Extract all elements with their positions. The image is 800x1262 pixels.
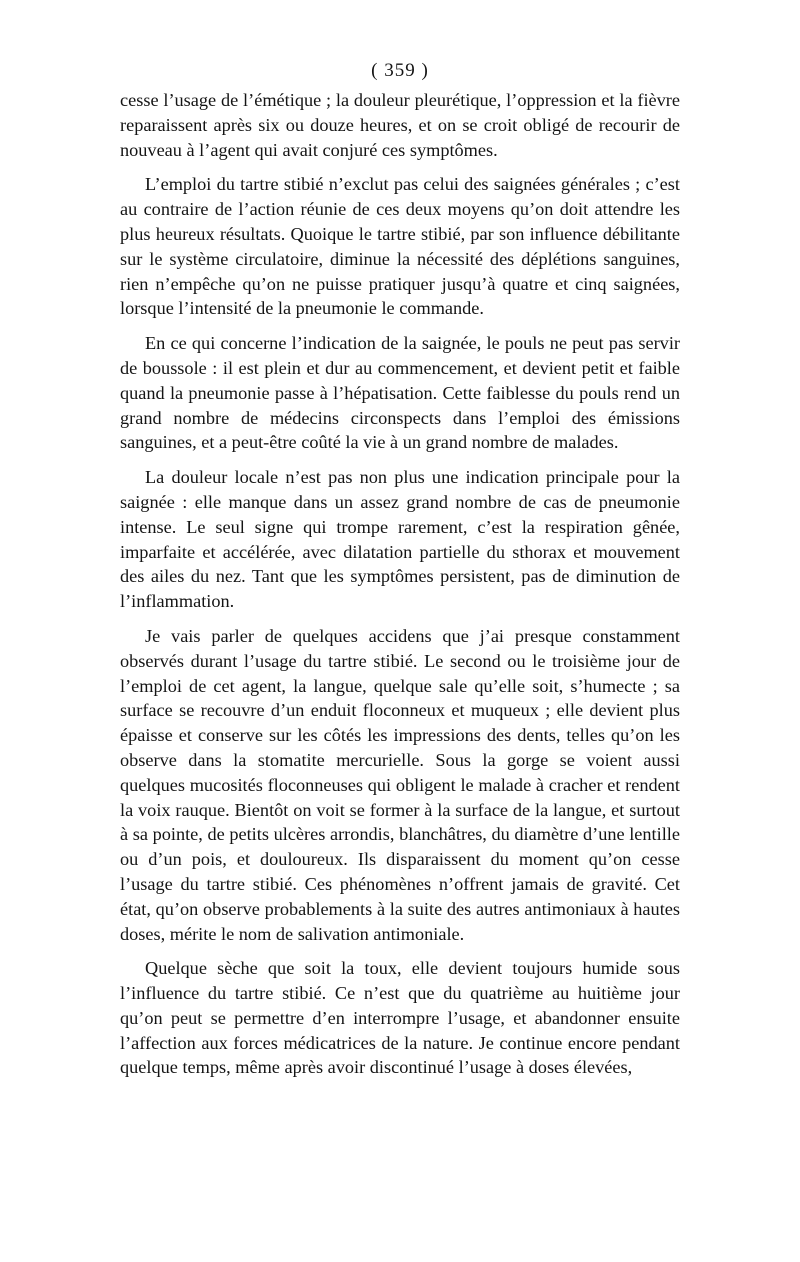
paragraph-2: L’emploi du tartre stibié n’exclut pas celui des saignées générales ; c’est au contraire de l’action réunie de ces deux moyens qu’on doit attendre les plus heureux résultats. Quoique le tartre stibié, par son influence débilitante sur le système circulatoire, diminue la nécessité des déplétions sanguines, rien n’empêche qu’on ne puisse pratiquer jusqu’à quatre et cinq saignées, lorsque l’intensité de la pneumonie le commande. bbox=[120, 174, 680, 319]
body-text bbox=[120, 88, 680, 1090]
paragraph-6: Quelque sèche que soit la toux, elle devient toujours humide sous l’influence du tartre stibié. Ce n’est que du quatrième au huitième jour qu’on peut se permettre d’en interrompre l’usage, et abandonner ensuite l’affection aux forces médicatrices de la nature. Je continue encore pendant quelque temps, même après avoir discontinué l’usage à doses élevées, bbox=[120, 958, 680, 1078]
paragraph-3: En ce qui concerne l’indication de la saignée, le pouls ne peut pas servir de boussole : il est plein et dur au commencement, et devient petit et faible quand la pneumonie passe à l’hépatisation. Cette faiblesse du pouls rend un grand nombre de médecins circonspects dans l’emploi des émissions sanguines, et a peut-être coûté la vie à un grand nombre de malades. bbox=[120, 333, 680, 453]
paragraph-5: Je vais parler de quelques accidens que j’ai presque constamment observés durant l’usage du tartre stibié. Le second ou le troisième jour de l’emploi de cet agent, la langue, quelque sale qu’elle soit, s’humecte ; sa surface se recouvre d’un enduit floconneux et muqueux ; elle devient plus épaisse et conserve sur les côtés les impressions des dents, telles qu’on les observe dans la stomatite mercurielle. Sous la gorge se voient aussi quelques mucosités floconneuses qui obligent le malade à cracher et rendent la voix rauque. Bientôt on voit se former à la surface de la langue, et surtout à sa pointe, de petits ulcères arrondis, blanchâtres, du diamètre d’une lentille ou d’un pois, et douloureux. Ils disparaissent du moment qu’on cesse l’usage du tartre stibié. Ces phénomènes n’offrent jamais de gravité. Cet état, qu’on observe probablements à la suite des autres antimoniaux à hautes doses, mérite le nom de salivation antimoniale. bbox=[120, 625, 680, 944]
paragraph-4: La douleur locale n’est pas non plus une indication principale pour la saignée : elle manque dans un assez grand nombre de cas de pneumonie intense. Le seul signe qui trompe rarement, c’est la respiration gênée, imparfaite et accélérée, avec dilatation partielle du sthorax et mouvement des ailes du nez. Tant que les symptômes persistent, pas de diminution de l’inflammation. bbox=[120, 467, 680, 612]
page-number: ( 359 ) bbox=[371, 60, 429, 81]
paragraph-1: cesse l’usage de l’émétique ; la douleur pleurétique, l’oppression et la fièvre reparaissent après six ou douze heures, et on se croit obligé de recourir de nouveau à l’agent qui avait conjuré ces symptômes. bbox=[120, 90, 680, 160]
